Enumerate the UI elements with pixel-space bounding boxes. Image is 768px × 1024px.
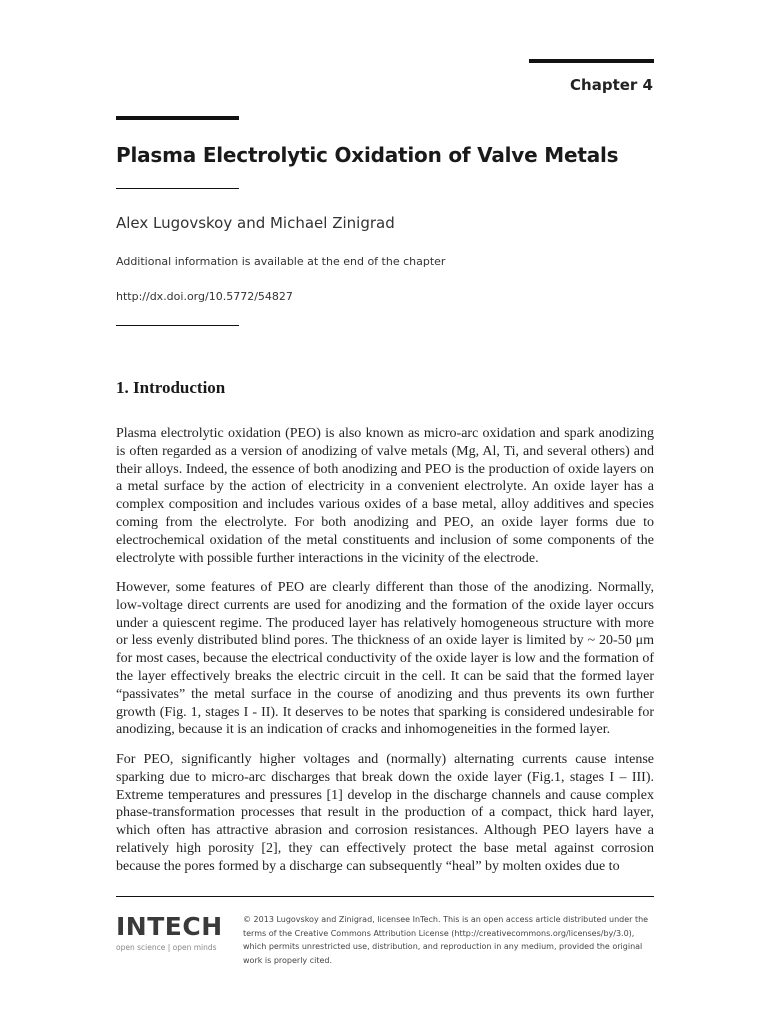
intech-logo [116, 912, 223, 952]
chapter-rule [529, 59, 654, 63]
paragraph: However, some features of PEO are clearly different than those of the anodizing. Normally, low-voltage direct currents are used for anodizing and the formation of the oxide layer occurs under a quiescent regime. The produced layer has relatively homogeneous structure with more or less evenly distributed blind pores. The thickness of an oxide layer is limited by ~ 20-50 μm for most cases, because the electrical conductivity of the oxide layer is low and the formation of the layer effectively breaks the electric circuit in the cell. It can be said that the formed layer “passivates” the metal surface in the course of anodizing and thus prevents its own further growth (Fig. 1, stages I - II). It deserves to be notes that sparking is considered undesirable for anodizing, because it is an indication of cracks and inhomogeneities in the formed layer. [116, 580, 654, 738]
authors: Alex Lugovskoy and Michael Zinigrad [116, 214, 395, 232]
chapter-title: Plasma Electrolytic Oxidation of Valve Metals [116, 143, 619, 167]
doi-divider [116, 325, 239, 326]
paragraph: Plasma electrolytic oxidation (PEO) is also known as micro-arc oxidation and spark anodizing is often regarded as a version of anodizing of valve metals (Mg, Al, Ti, and several others) and their alloys. Indeed, the essence of both anodizing and PEO is the production of oxide layers on a metal surface by the action of electricity in a convenient electrolyte. An oxide layer has a complex composition and includes various oxides of a base metal, alloy additives and species coming from the electrolyte. For both anodizing and PEO, an oxide layer forms due to electrochemical oxidation of the metal constituents and inclusion of some components of the electrolyte with possible further interactions in the vicinity of the electrode. [116, 426, 654, 566]
additional-info: Additional information is available at the end of the chapter [116, 255, 446, 268]
logo-tagline: open science | open minds [116, 943, 217, 952]
section-heading: 1. Introduction [116, 378, 226, 397]
doi-link[interactable]: http://dx.doi.org/10.5772/54827 [116, 290, 293, 303]
title-rule [116, 116, 239, 120]
license-notice: © 2013 Lugovskoy and Zinigrad, licensee InTech. This is an open access article distributed under the terms of the Creative Commons Attribution License (http://creativecommons.org/licenses/by/3.0), which permits unrestricted use, distribution, and reproduction in any medium, provided the original work is properly cited. [243, 915, 649, 965]
title-divider [116, 188, 239, 189]
logo-name: INTECH [116, 912, 223, 941]
footer-divider [116, 896, 654, 897]
chapter-label: Chapter 4 [570, 76, 653, 94]
paragraph: For PEO, significantly higher voltages and (normally) alternating currents cause intense sparking due to micro-arc discharges that break down the oxide layer (Fig.1, stages I – III). Extreme temperatures and pressures [1] develop in the discharge channels and cause complex phase-transformation processes that result in the production of a compact, thick hard layer, which often has attractive abrasion and corrosion resistances. Although PEO layers have a relatively high porosity [2], they can effectively protect the base metal against corrosion because the pores formed by a discharge can subsequently “heal” by molten oxides due to [116, 752, 654, 874]
